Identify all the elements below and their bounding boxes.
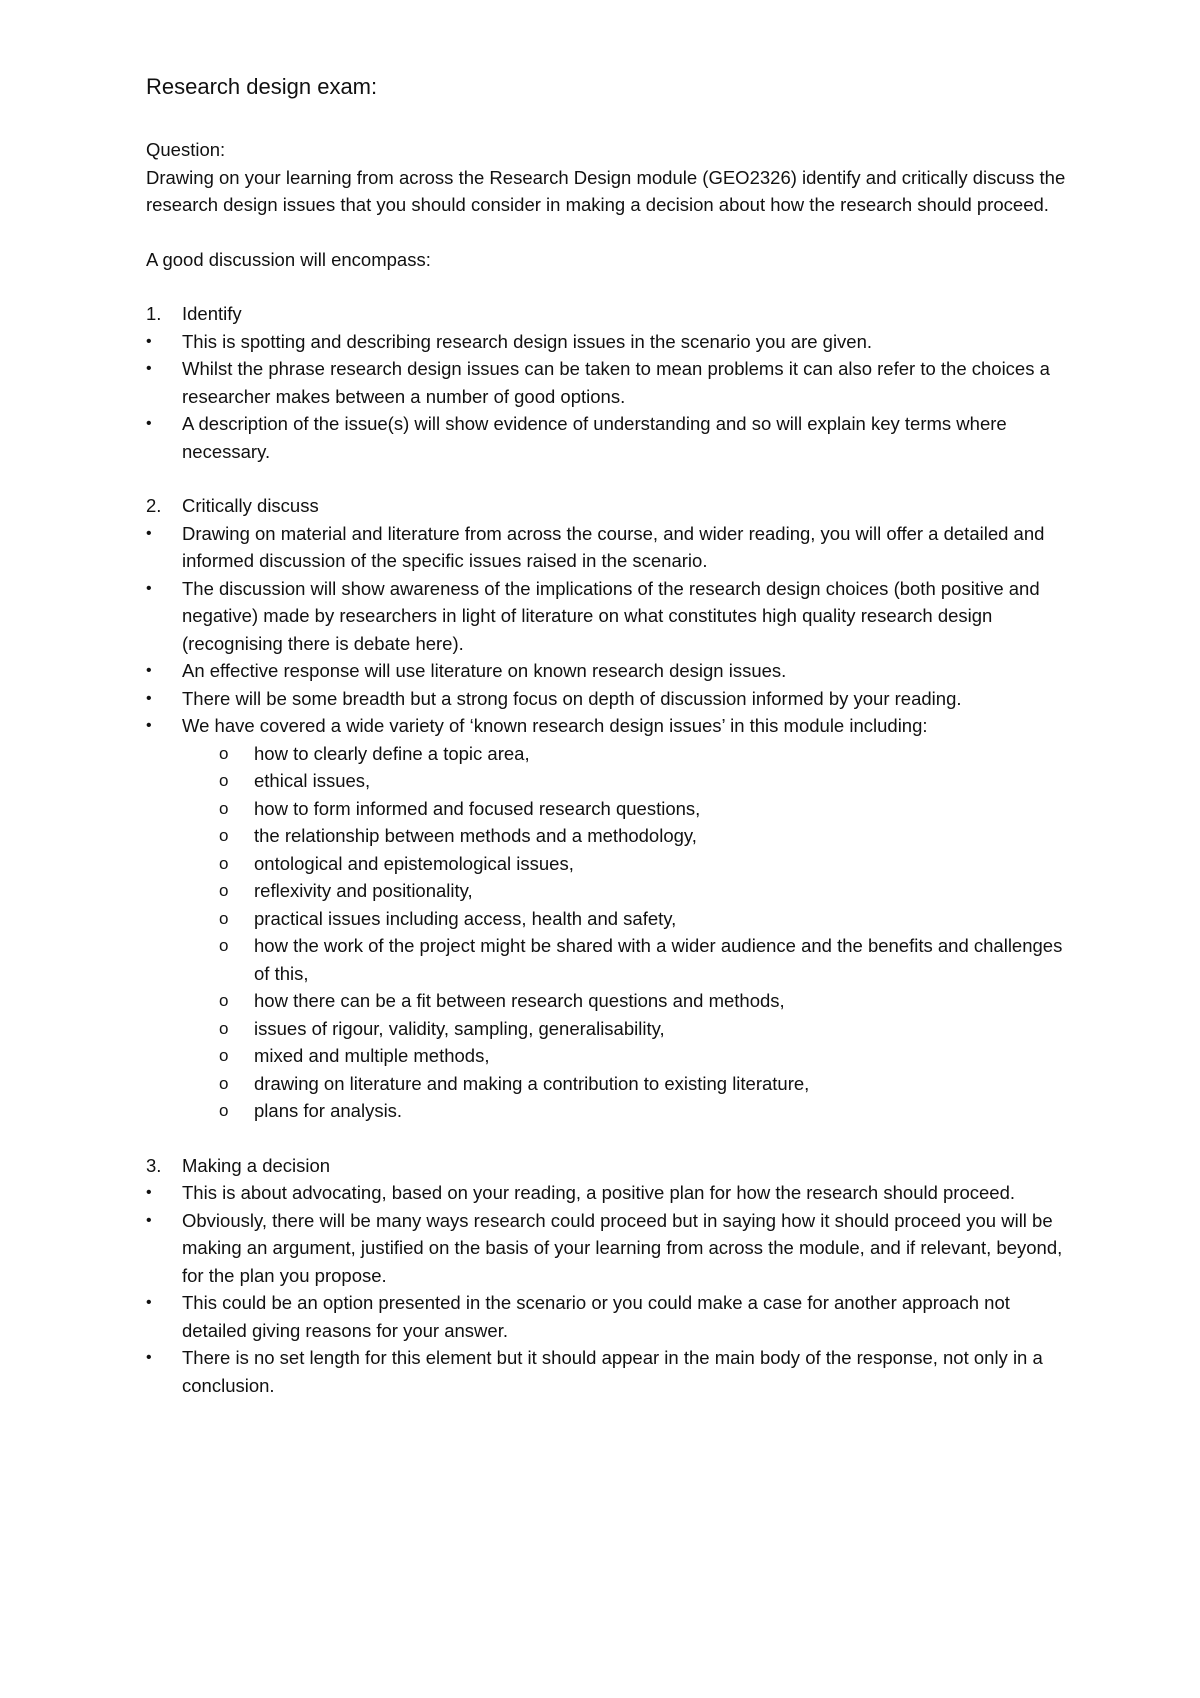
bullet-icon: •	[146, 579, 152, 597]
sub-item	[182, 795, 1076, 823]
bullet-item	[146, 1179, 1076, 1207]
circle-marker-icon: o	[219, 881, 229, 900]
bullet-item	[146, 1289, 1076, 1344]
bullet-text: Drawing on material and literature from across the course, and wider reading, you will offer a detailed and informed discussion of the specific issues raised in the scenario.	[182, 522, 1045, 571]
bullet-item	[146, 712, 1076, 1125]
bullet-icon: •	[146, 360, 152, 377]
bullet-list	[146, 328, 1076, 466]
sub-item-text: practical issues including access, health and safety,	[254, 907, 677, 929]
document-content	[146, 72, 1076, 1399]
circle-marker-icon: o	[219, 798, 229, 818]
section-identify	[146, 300, 1076, 465]
bullet-item	[146, 657, 1076, 685]
bullet-list	[146, 520, 1076, 1125]
sub-item-text: reflexivity and positionality,	[254, 880, 473, 901]
sub-item	[182, 1070, 1076, 1098]
sub-item-text: how the work of the project might be shared with a wider audience and the benefits and challenges of this,	[254, 935, 1063, 984]
bullet-text: A description of the issue(s) will show evidence of understanding and so will explain key terms where necessary.	[182, 413, 1007, 462]
bullet-text: This is about advocating, based on your reading, a positive plan for how the research should proceed.	[182, 1182, 1016, 1203]
bullet-icon: •	[146, 1349, 152, 1366]
bullet-item	[146, 685, 1076, 713]
circle-marker-icon: o	[219, 743, 229, 763]
sub-item-text: how there can be a fit between research questions and methods,	[254, 990, 785, 1011]
sub-item	[182, 822, 1076, 850]
circle-marker-icon: o	[219, 908, 229, 928]
circle-marker-icon: o	[219, 1046, 229, 1065]
circle-marker-icon: o	[219, 826, 229, 845]
bullet-text: The discussion will show awareness of the implications of the research design choices (both positive and negative) made by researchers in light of literature on what constitutes high quality research design (recognising there is debate here).	[182, 577, 1040, 654]
bullet-icon: •	[146, 415, 152, 432]
question-text: Drawing on your learning from across the Research Design module (GEO2326) identify and critically discuss the research design issues that you should consider in making a decision about how the research should proceed.	[146, 166, 1066, 215]
sub-item	[182, 1042, 1076, 1070]
bullet-icon: •	[146, 689, 152, 707]
bullet-item	[146, 355, 1076, 410]
section-number: 2.	[146, 495, 162, 516]
section-making-a-decision	[146, 1152, 1076, 1400]
bullet-item	[146, 1207, 1076, 1290]
sub-item	[182, 987, 1076, 1015]
sub-item	[182, 740, 1076, 768]
bullet-icon: •	[146, 332, 152, 350]
sub-item-text: drawing on literature and making a contribution to existing literature,	[254, 1072, 810, 1094]
section-heading	[146, 492, 1076, 520]
section-number: 1.	[146, 303, 162, 324]
bullet-text: This is spotting and describing research design issues in the scenario you are given.	[182, 330, 873, 352]
bullet-icon: •	[146, 1211, 152, 1229]
sub-item	[182, 767, 1076, 795]
section-title: Critically discuss	[182, 495, 319, 516]
bullet-text: This could be an option presented in the scenario or you could make a case for another approach not detailed giving reasons for your answer.	[182, 1292, 1010, 1341]
sub-item-text: issues of rigour, validity, sampling, generalisability,	[254, 1017, 665, 1039]
section-title: Making a decision	[182, 1154, 331, 1176]
sub-item	[182, 850, 1076, 878]
circle-marker-icon: o	[219, 1101, 229, 1120]
sub-item-text: how to form informed and focused research questions,	[254, 797, 701, 819]
sub-item	[182, 932, 1076, 987]
circle-marker-icon: o	[219, 991, 229, 1010]
bullet-item	[146, 328, 1076, 356]
sub-item	[182, 1015, 1076, 1043]
bullet-icon: •	[146, 717, 152, 734]
bullet-text: Whilst the phrase research design issues can be taken to mean problems it can also refer to the choices a researcher makes between a number of good options.	[182, 358, 1050, 407]
question-label: Question:	[146, 139, 226, 160]
section-critically-discuss	[146, 492, 1076, 1125]
circle-marker-icon: o	[219, 853, 229, 873]
bullet-item	[146, 520, 1076, 575]
bullet-icon: •	[146, 1294, 152, 1311]
bullet-text: Obviously, there will be many ways research could proceed but in saying how it should proceed you will be making an argument, justified on the basis of your learning from across the module, and if relevant, beyond, for the plan you propose.	[182, 1209, 1063, 1286]
bullet-item	[146, 1344, 1076, 1399]
bullet-list	[146, 1179, 1076, 1399]
section-number: 3.	[146, 1154, 162, 1176]
sub-item-text: how to clearly define a topic area,	[254, 742, 530, 764]
sub-list	[182, 740, 1076, 1125]
bullet-text: An effective response will use literature on known research design issues.	[182, 660, 787, 681]
section-heading	[146, 300, 1076, 328]
circle-marker-icon: o	[219, 936, 229, 955]
bullet-icon: •	[146, 662, 152, 679]
bullet-text: There will be some breadth but a strong focus on depth of discussion informed by your reading.	[182, 687, 962, 709]
intro-text: A good discussion will encompass:	[146, 248, 431, 270]
sub-item-text: the relationship between methods and a methodology,	[254, 825, 697, 846]
circle-marker-icon: o	[219, 1073, 229, 1093]
bullet-icon: •	[146, 1184, 152, 1201]
circle-marker-icon: o	[219, 1018, 229, 1038]
bullet-icon: •	[146, 524, 152, 542]
sub-item	[182, 877, 1076, 905]
bullet-text: There is no set length for this element but it should appear in the main body of the response, not only in a conclusion.	[182, 1347, 1043, 1396]
bullet-item	[146, 575, 1076, 658]
bullet-item	[146, 410, 1076, 465]
sub-item-text: ontological and epistemological issues,	[254, 852, 574, 874]
circle-marker-icon: o	[219, 771, 229, 790]
document-title: Research design exam:	[146, 74, 378, 99]
sub-item-text: ethical issues,	[254, 770, 371, 791]
sub-item-text: mixed and multiple methods,	[254, 1045, 490, 1066]
section-heading	[146, 1152, 1076, 1180]
sub-item	[182, 905, 1076, 933]
sub-item-text: plans for analysis.	[254, 1100, 403, 1121]
sub-item	[182, 1097, 1076, 1125]
bullet-text: We have covered a wide variety of ‘known research design issues’ in this module including:	[182, 715, 928, 736]
section-title: Identify	[182, 303, 242, 324]
